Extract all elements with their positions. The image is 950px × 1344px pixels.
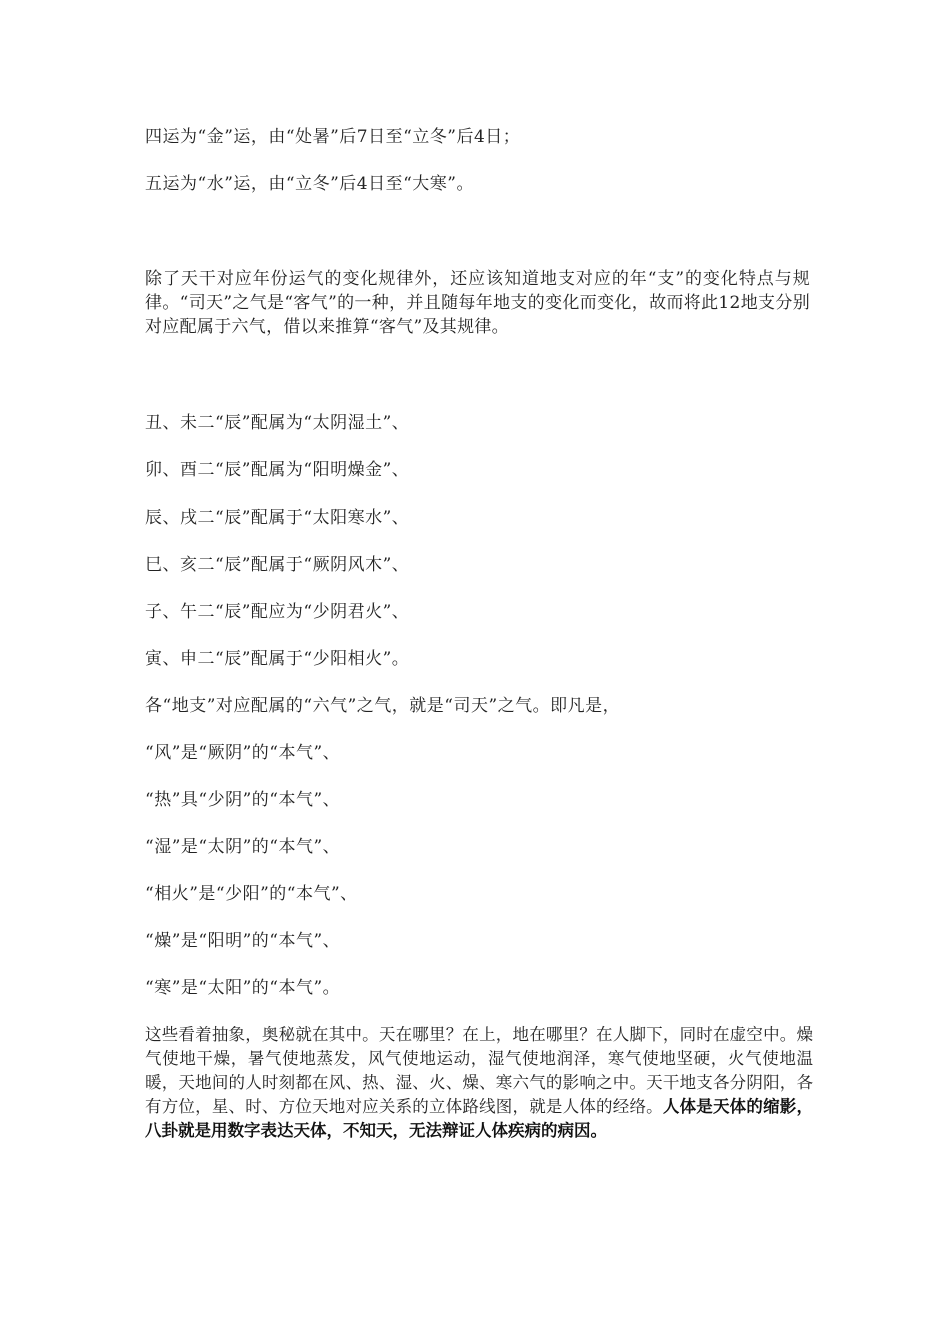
branch-line: 辰、戌二“辰”配属于“太阳寒水”、 [145,508,410,528]
top-line: 五运为“水”运，由“立冬”后4日至“大寒”。 [145,174,474,194]
summary-line: 各“地支”对应配属的“六气”之气，就是“司天”之气。即凡是， [145,696,621,716]
qi-line: “相火”是“少阳”的“本气”、 [145,884,358,904]
branch-line: 巳、亥二“辰”配属于“厥阴风木”、 [145,555,410,575]
intro-paragraph: 除了天干对应年份运气的变化规律外，还应该知道地支对应的年“支”的变化特点与规律。“司天”之气是“客气”的一种，并且随每年地支的变化而变化，故而将此12地支分别对应配属于六气，借以来推算“客气”及其规律。 [145,269,810,337]
branch-line: 子、午二“辰”配应为“少阴君火”、 [145,602,410,622]
qi-line: “湿”是“太阴”的“本气”、 [145,837,341,857]
qi-line: “风”是“厥阴”的“本气”、 [145,743,341,763]
closing-bold-text: 人体是天体的缩影，八卦就是用数字表达天体，不知天，无法辩证人体疾病的病因。 [145,1097,814,1140]
branch-line: 寅、申二“辰”配属于“少阳相火”。 [145,649,410,669]
qi-line: “热”具“少阴”的“本气”、 [145,790,341,810]
branch-line: 丑、未二“辰”配属为“太阴湿土”、 [145,413,410,433]
qi-line: “寒”是“太阳”的“本气”。 [145,978,341,998]
branch-line: 卯、酉二“辰”配属为“阳明燥金”、 [145,460,410,480]
closing-paragraph [145,1023,813,1143]
closing-text: 这些看着抽象，奥秘就在其中。天在哪里？在上，地在哪里？在人脚下，同时在虚空中。燥气使地干燥，暑气使地蒸发，风气使地运动，湿气使地润泽，寒气使地坚硬，火气使地温暖，天地间的人时刻都在风、热、湿、火、燥、寒六气的影响之中。天干地支各分阴阳，各有方位，星、时、方位天地对应关系的立体路线图，就是人体的经络。 [145,1025,813,1116]
qi-line: “燥”是“阳明”的“本气”、 [145,931,341,951]
top-line: 四运为“金”运，由“处暑”后7日至“立冬”后4日； [145,127,521,147]
